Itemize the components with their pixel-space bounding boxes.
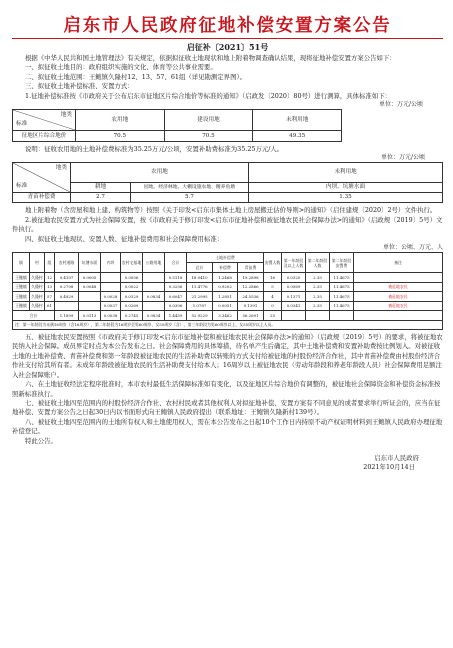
table2-unit: 单位：万元/公顷 [380, 154, 425, 162]
table3-header: 农村道路 [55, 253, 79, 273]
land-price-table [12, 109, 342, 142]
table3-subheader: 总计 [187, 263, 213, 273]
table3-cell: 0.0320 [282, 273, 306, 283]
table3-total-cell [282, 311, 306, 321]
table3-cell: 0.0051 [213, 301, 238, 311]
section-1: 一、拟征收土地目的：政府组织实施的文化、体育等公共事业需要。 [25, 63, 217, 72]
table3-cell: 2.35 [306, 292, 330, 302]
table3-cell: 0.0306 [165, 301, 187, 311]
table3-cell: 57 [45, 292, 55, 302]
table3-cell: 1.2468 [213, 273, 238, 283]
table3-cell: 王鲍镇 [13, 282, 30, 292]
table-row [13, 292, 443, 302]
table3-cell [79, 301, 101, 311]
table3-cell [79, 292, 101, 302]
table3-cell: 0.4929 [55, 292, 79, 302]
compensation-detail-table [12, 252, 443, 330]
table2-row-label: 青苗补偿费 [13, 193, 71, 203]
table1-header: 农用地 [76, 110, 165, 131]
table3-total-cell: 1.1899 [55, 311, 79, 321]
table3-cell: 0.0834 [143, 292, 165, 302]
table3-note: 注：第一年龄段为未满16周岁（含16周岁），第二年龄段为16周岁至男60周岁、女55周岁（含），第三年龄段为男60周岁以上、女55周岁以上人员。 [13, 320, 443, 330]
table3-cell: 被征地农民 [354, 301, 443, 311]
table3-header: 内坝 [101, 253, 121, 273]
intro-paragraph: 根据《中华人民共和国土地管理法》有关规定，依据拟征收土地现状和地上附着物调查确认结果，现将征地补偿安置方案公告如下： [25, 54, 396, 62]
table3-header: 组 [45, 253, 55, 273]
table3-total-label: 合计 [13, 311, 55, 321]
section-3: 三、拟征收土地补偿标准、安置方式： [25, 82, 134, 91]
table3-cell: 2.35 [306, 282, 330, 292]
table3-cell [101, 273, 121, 283]
table1-cell: 70.5 [76, 131, 165, 142]
table3-subheader: 青苗费 [238, 263, 264, 273]
table3-cell: 5 [264, 282, 282, 292]
table1-header: 建设用地 [164, 110, 253, 131]
table1-header: 未利用地 [253, 110, 342, 131]
table3-total-cell: 0.2745 [121, 311, 143, 321]
section-6: 六、在土地征收经法定程序批准时，本市农村最低生活保障标准如有变化，以及征地区片综合地价有调整的，被征地社会保障资金和补偿资金标准按照新标准执行。 [12, 380, 441, 398]
table3-header: 农村宅基地 [121, 253, 143, 273]
table3-total-cell: 0.0834 [143, 311, 165, 321]
table3-cell [143, 273, 165, 283]
table3-cell: 2.35 [306, 273, 330, 283]
table3-total-cell: 0.0038 [101, 311, 121, 321]
table3-cell: 0.5118 [165, 273, 187, 283]
table3-cell [143, 282, 165, 292]
table3-cell: 王鲍镇 [13, 292, 30, 302]
table3-cell: 0.0048 [79, 282, 101, 292]
table2-sub-header: 内坝、坑塘水面 [249, 183, 443, 193]
document-number: 启征补〔2021〕51号 [186, 42, 269, 52]
table2-sub-header: 耕地 [71, 183, 131, 193]
table3-cell: 19.2898 [238, 273, 264, 283]
section-3-1: 1.征地补偿标准按《市政府关于公布启东市征地区片综合地价等标准的通知》（启政发〔2020〕80号）进行测算，具体标准如下： [25, 91, 391, 100]
table2-cell: 5.7 [131, 193, 249, 203]
table3-cell: 0.0005 [79, 273, 101, 283]
table3-cell: 久隆村 [30, 292, 45, 302]
table3-cell: 0.6047 [165, 292, 187, 302]
table3-cell: 0.3256 [165, 282, 187, 292]
table3-cell: 0.0569 [282, 282, 306, 292]
table-row [13, 301, 443, 311]
table3-cell [143, 301, 165, 311]
table2-group-header: 未利用地 [249, 163, 443, 183]
table3-cell: 1.2851 [213, 292, 238, 302]
table3-cell: 0.0329 [121, 292, 143, 302]
table3-cell: 0.0341 [282, 301, 306, 311]
table3-cell: 久隆村 [30, 282, 45, 292]
table3-body [13, 273, 443, 311]
table3-cell: 0.9202 [213, 282, 238, 292]
table3-cell: 0.1371 [282, 292, 306, 302]
table3-cell: 0.0022 [121, 282, 143, 292]
table3-total-cell: 52.9229 [187, 311, 213, 321]
table3-total-cell [354, 311, 443, 321]
table3-cell: 0.4197 [55, 273, 79, 283]
table3-header: 镇 [13, 253, 30, 273]
table3-cell [101, 282, 121, 292]
table3-cell [55, 301, 79, 311]
section-8: 八、被征收土地四至范围内的土地所有权人和土地使用权人，需在本公告发布之日起10个工作日内持原不动产权证明材料到王鲍镇人民政府办理征地补偿登记。 [12, 417, 443, 436]
table3-total-cell [330, 311, 354, 321]
date: 2021年10月14日 [363, 463, 415, 472]
table3-header: 公路用地 [143, 253, 165, 273]
table3-header: 第二年龄段人数 [306, 253, 330, 273]
section-3-2: 2.被征地农民安置方式为社会保障安置，按《市政府关于修订印发<启东市征地补偿和被征地农民社会保障办法>的通知》（启政规〔2019〕5号）文件执行。 [12, 215, 443, 234]
table3-cell: 11.4675 [330, 292, 354, 302]
table3-total-cell: 25 [264, 311, 282, 321]
table2-sub-header: 园地、经济林地、大棚设施农地、精养鱼塘 [131, 183, 249, 193]
table3-cell: 被征地农民 [354, 282, 443, 292]
explanation: 说明：征收农用地的土地补偿费标准为35.25万元/公顷，安置补助费标准为35.25万元/人。 [25, 145, 284, 154]
table3-cell: 1.0787 [187, 301, 213, 311]
table3-cell: 0.1391 [238, 301, 264, 311]
table3-cell: 被征地农民 [354, 292, 443, 302]
table3-cell: 18.0410 [187, 273, 213, 283]
crop-compensation-table [12, 162, 443, 203]
table2-cell: 2.7 [71, 193, 131, 203]
table3-cell: 61 [45, 301, 55, 311]
table3-total-cell: 1.4459 [165, 311, 187, 321]
table3-unit: 单位：公顷、万元、人 [382, 244, 443, 252]
title-divider [12, 38, 443, 39]
table1-unit: 单位：万元/公顷 [378, 101, 423, 109]
section-2: 二、拟征收土地范围：王鲍镇久隆村12、13、57、61组（详见勘测定界图）。 [25, 72, 247, 81]
table1-cell: 49.35 [253, 131, 342, 142]
table3-cell: 久隆村 [30, 273, 45, 283]
table3-cell: 11.4675 [330, 282, 354, 292]
table-row [13, 282, 443, 292]
table3-header: 合计 [165, 253, 187, 273]
section-4: 四、拟征收土地现状、安置人数、征地补偿费用和社会保障费用标准： [25, 234, 224, 243]
table3-cell: 0.0028 [101, 292, 121, 302]
table3-cell: 0.2798 [55, 282, 79, 292]
table3-header: 坑塘水面 [79, 253, 101, 273]
table2-corner-cell: 地类 标准 [13, 163, 71, 193]
table3-header: 第一年龄段及以上人数 [282, 253, 306, 273]
table1-cell: 70.5 [164, 131, 253, 142]
table3-cell: 4 [264, 292, 282, 302]
closing-line: 特此公告。 [25, 436, 57, 445]
table3-cell: 王鲍镇 [13, 301, 30, 311]
table3-total-cell: 56.2691 [238, 311, 264, 321]
table2-group-header: 农用地 [71, 163, 249, 183]
section-3-1-attachments: 地上附着物（含房屋和地上建、构筑物等）按照《关于印发<启东市集体土地上房屋搬迁估价导则>的通知》（启住建规〔2020〕2号）文件执行。 [25, 206, 437, 215]
table3-header: 第二年龄段安置费 [330, 253, 354, 273]
section-7: 七、被征收土地四至范围内的村股份经济合作社、农村村民或者其他权利人对拟征地补偿、安置方案有不同意见的或者要求举行听证会的，应当在征地补偿、安置方案公告之日起30日内以书面形式向王鲍镇人民政府提出（联系地址：王鲍镇久隆新村139号）。 [12, 398, 441, 417]
table3-cell: 21.2995 [187, 292, 213, 302]
table3-cell: 0.0269 [121, 301, 143, 311]
table3-cell: 16 [264, 273, 282, 283]
signature: 启东市人民政府 [374, 453, 419, 462]
section-5: 五、被征地农民安置按照《市政府关于修订印发<启东市征地补偿和被征地农民社会保障办法>的通知》（启政规〔2019〕5号）的要求，将被征地农民纳入社会保障。成员界定时点为本公告发布之日。社会保障费用的具体筹措，待名单产生后确定，其中土地补偿费和安置补助费按比例划入。对被征收土地的土地补偿费、青苗补偿费和第一年龄段被征地农民的生活补助费以转账的方式支付给被征地的村股份经济合作社，其中青苗补偿费由村股份经济合作社支付给其所有者。未成年年龄段被征地农民的生活补助费支付给本人；16周岁以上被征地农民（劳动年龄段和养老年龄段人员）社会保障费用足额注入社会保障账户。 [12, 333, 443, 379]
table3-cell: 12 [45, 273, 55, 283]
table3-header: 村 [30, 253, 45, 273]
table3-cell: 0.0037 [101, 301, 121, 311]
table3-cell: 0.0056 [121, 273, 143, 283]
table3-subheader: 补偿费 [213, 263, 238, 273]
table3-cell: 11.4776 [187, 282, 213, 292]
table3-cell: 11.4675 [330, 273, 354, 283]
table3-cell: 久隆村 [30, 301, 45, 311]
table1-row-label: 征地区片综合地价 [13, 131, 76, 142]
table3-cell: 11.4675 [330, 301, 354, 311]
table3-cell [354, 273, 443, 283]
table3-total-cell: 0.0113 [79, 311, 101, 321]
table3-cell: 2.35 [306, 301, 330, 311]
table1-corner-cell: 地类 标准 [13, 110, 76, 131]
table3-header: 备注 [354, 253, 443, 273]
table3-header: 土地补偿费 [187, 253, 264, 263]
table3-header: 安置人数 [264, 253, 282, 273]
table-row [13, 273, 443, 283]
table3-total-cell [306, 311, 330, 321]
table3-total-cell: 3.3462 [213, 311, 238, 321]
table2-cell: 1.35 [249, 193, 443, 203]
table3-cell: 王鲍镇 [13, 273, 30, 283]
table3-cell: 12.2866 [238, 282, 264, 292]
table3-cell: 24.5536 [238, 292, 264, 302]
table3-cell: 13 [45, 282, 55, 292]
page-title: 启东市人民政府征地补偿安置方案公告 [63, 15, 392, 35]
table3-cell: 0 [264, 301, 282, 311]
